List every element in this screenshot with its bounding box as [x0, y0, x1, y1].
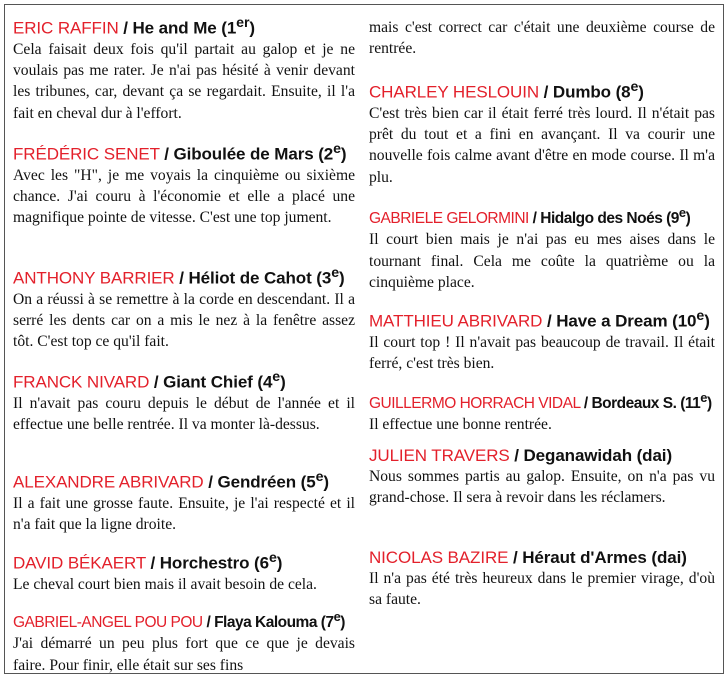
- placing: 8: [621, 82, 631, 102]
- jockey-name: GABRIEL-ANGEL POU POU: [13, 614, 203, 632]
- horse-name: Giant Chief: [163, 372, 253, 392]
- entry-heading: ALEXANDRE ABRIVARD / Gendréen (5e): [13, 469, 329, 492]
- separator: /: [153, 372, 159, 392]
- entry-heading: GABRIELE GELORMINI / Hidalgo des Noés (9e): [369, 205, 691, 228]
- separator: /: [206, 614, 211, 632]
- horse-name: Héliot de Cahot: [188, 268, 312, 288]
- jockey-quote: Il n'a pas été très heureux dans le premier virage, d'où sa faute.: [369, 570, 715, 609]
- jockey-name: ALEXANDRE ABRIVARD: [13, 472, 204, 492]
- quote-entry: [13, 607, 355, 674]
- separator: /: [164, 144, 169, 164]
- entry-heading: CHARLEY HESLOUIN / Dumbo (8e): [369, 79, 644, 102]
- entry-heading: NICOLAS BAZIRE / Héraut d'Armes (dai): [369, 548, 687, 567]
- jockey-name: ANTHONY BARRIER: [13, 268, 175, 288]
- placing-suffix: e: [678, 205, 686, 220]
- placing-suffix: e: [315, 469, 324, 485]
- entry-heading: MATTHIEU ABRIVARD / Have a Dream (10e): [369, 308, 710, 331]
- separator: /: [150, 553, 156, 573]
- placing-suffix: er: [236, 15, 250, 31]
- placing-suffix: e: [700, 390, 707, 405]
- jockey-name: GUILLERMO HORRACH VIDAL: [369, 395, 580, 413]
- placing-suffix: e: [331, 265, 339, 281]
- jockey-quote: On a réussi à se remettre à la corde en descendant. Il a serré les dents car on a mis le nez à la fenêtre assez tôt. C'est top ce qu'il fait.: [13, 290, 355, 351]
- separator: /: [208, 472, 213, 492]
- article-page: [4, 4, 724, 674]
- horse-name: Have a Dream: [556, 311, 668, 331]
- horse-name: Flaya Kalouma: [214, 614, 317, 632]
- jockey-quote: Il a fait une grosse faute. Ensuite, je l'ai respecté et il n'a fait que la ligne droite.: [13, 494, 355, 534]
- quote-entry: [13, 263, 355, 353]
- separator: /: [583, 395, 588, 413]
- jockey-quote: Il effectue une bonne rentrée.: [369, 416, 552, 434]
- quote-entry: [369, 77, 715, 188]
- jockey-name: FRÉDÉRIC SENET: [13, 144, 160, 164]
- jockey-quote: Cela faisait deux fois qu'il partait au galop et je ne voulais pas me rater. Je n'ai pas hésité à venir devant les tribunes, car, devant ça se regardait. Ensuite, il l'a fait en cheval dur à l'effort.: [13, 40, 355, 122]
- separator: /: [123, 18, 128, 38]
- placing-suffix: e: [333, 609, 341, 624]
- horse-name: Gendréen: [217, 472, 297, 492]
- separator: /: [514, 446, 519, 465]
- jockey-name: NICOLAS BAZIRE: [369, 548, 509, 567]
- separator: /: [532, 210, 537, 228]
- placing: 2: [323, 144, 334, 164]
- quote-entry: [13, 548, 355, 595]
- placing: 5: [306, 472, 316, 492]
- jockey-quote: Le cheval court bien mais il avait besoin de cela.: [13, 575, 317, 593]
- placing: 1: [226, 18, 237, 38]
- separator: /: [512, 548, 518, 567]
- entry-heading: ANTHONY BARRIER / Héliot de Cahot (3e): [13, 265, 345, 288]
- separator: /: [179, 268, 184, 288]
- jockey-quote: C'est très bien car il était ferré très lourd. Il n'était pas prêt du tout et a fini en avançant. Il va courir une nouvelle fois calme avant d'être en mode course. Il m'a plu.: [369, 104, 715, 186]
- jockey-name: FRANCK NIVARD: [13, 372, 150, 392]
- placing: dai: [656, 548, 682, 567]
- entry-heading: JULIEN TRAVERS / Deganawidah (dai): [369, 446, 672, 465]
- placing: 11: [684, 395, 701, 413]
- quote-entry: [13, 467, 355, 535]
- jockey-quote: Il court bien mais je n'ai pas eu mes aises dans le tournant final. Cela me coûte la quatrième ou la cinquième place.: [369, 231, 715, 291]
- horse-name: Horchestro: [159, 553, 250, 573]
- quote-entry: [369, 388, 715, 436]
- horse-name: Hidalgo des Noés: [540, 210, 663, 228]
- horse-name: Giboulée de Mars: [173, 144, 314, 164]
- entry-heading: GABRIEL-ANGEL POU POU / Flaya Kalouma (7e): [13, 609, 345, 632]
- placing: 4: [262, 372, 273, 392]
- jockey-name: GABRIELE GELORMINI: [369, 210, 529, 228]
- separator: /: [543, 82, 549, 102]
- placing: 3: [321, 268, 332, 288]
- quote-entry: [369, 548, 715, 611]
- placing: 9: [670, 210, 679, 228]
- separator: /: [546, 311, 552, 331]
- jockey-quote: Il n'avait pas couru depuis le début de l'année et il effectue une belle rentrée. Il va monter là-dessus.: [13, 394, 355, 434]
- entry-heading: FRÉDÉRIC SENET / Giboulée de Mars (2e): [13, 141, 347, 164]
- jockey-quote: mais c'est correct car c'était une deuxième course de rentrée.: [369, 19, 715, 58]
- jockey-name: DAVID BÉKAERT: [13, 553, 146, 573]
- jockey-quote: Avec les "H", je me voyais la cinquième ou sixième chance. J'ai couru à l'économie et elle a placé une magnifique pointe de vitesse. C'est une top jument.: [13, 166, 355, 227]
- horse-name: He and Me: [132, 18, 217, 38]
- placing-suffix: e: [696, 308, 705, 324]
- quote-entry: [369, 446, 715, 509]
- jockey-quote: Nous sommes partis au galop. Ensuite, on n'a pas vu grand-chose. Il sera à revoir dans les réclamers.: [369, 468, 715, 507]
- horse-name: Héraut d'Armes: [522, 548, 647, 567]
- jockey-name: CHARLEY HESLOUIN: [369, 82, 540, 102]
- placing-suffix: e: [333, 141, 341, 157]
- placing: 7: [325, 614, 334, 632]
- quote-entry: [369, 306, 715, 374]
- entry-heading: GUILLERMO HORRACH VIDAL / Bordeaux S. (11e): [369, 390, 712, 413]
- placing-suffix: e: [630, 79, 639, 95]
- jockey-name: JULIEN TRAVERS: [369, 446, 510, 465]
- jockey-name: ERIC RAFFIN: [13, 18, 119, 38]
- horse-name: Bordeaux S.: [591, 395, 677, 413]
- jockey-quote: J'ai démarré un peu plus fort que ce que je devais faire. Pour finir, elle était sur ses fins: [13, 635, 355, 674]
- quote-entry: [13, 139, 355, 229]
- placing-suffix: e: [268, 550, 277, 566]
- placing-suffix: e: [272, 369, 281, 385]
- quote-entry: [13, 13, 355, 124]
- quote-continuation: [369, 17, 715, 60]
- placing: dai: [642, 446, 667, 465]
- jockey-quote: Il court top ! Il n'avait pas beaucoup de travail. Il était ferré, c'est très bien.: [369, 333, 715, 373]
- placing: 10: [677, 311, 697, 331]
- entry-heading: ERIC RAFFIN / He and Me (1er): [13, 15, 255, 38]
- quote-entry: [13, 367, 355, 435]
- quote-entry: [369, 203, 715, 293]
- entry-heading: FRANCK NIVARD / Giant Chief (4e): [13, 369, 286, 392]
- horse-name: Deganawidah: [523, 446, 632, 465]
- entry-heading: DAVID BÉKAERT / Horchestro (6e): [13, 550, 283, 573]
- placing: 6: [259, 553, 269, 573]
- jockey-name: MATTHIEU ABRIVARD: [369, 311, 543, 331]
- horse-name: Dumbo: [552, 82, 611, 102]
